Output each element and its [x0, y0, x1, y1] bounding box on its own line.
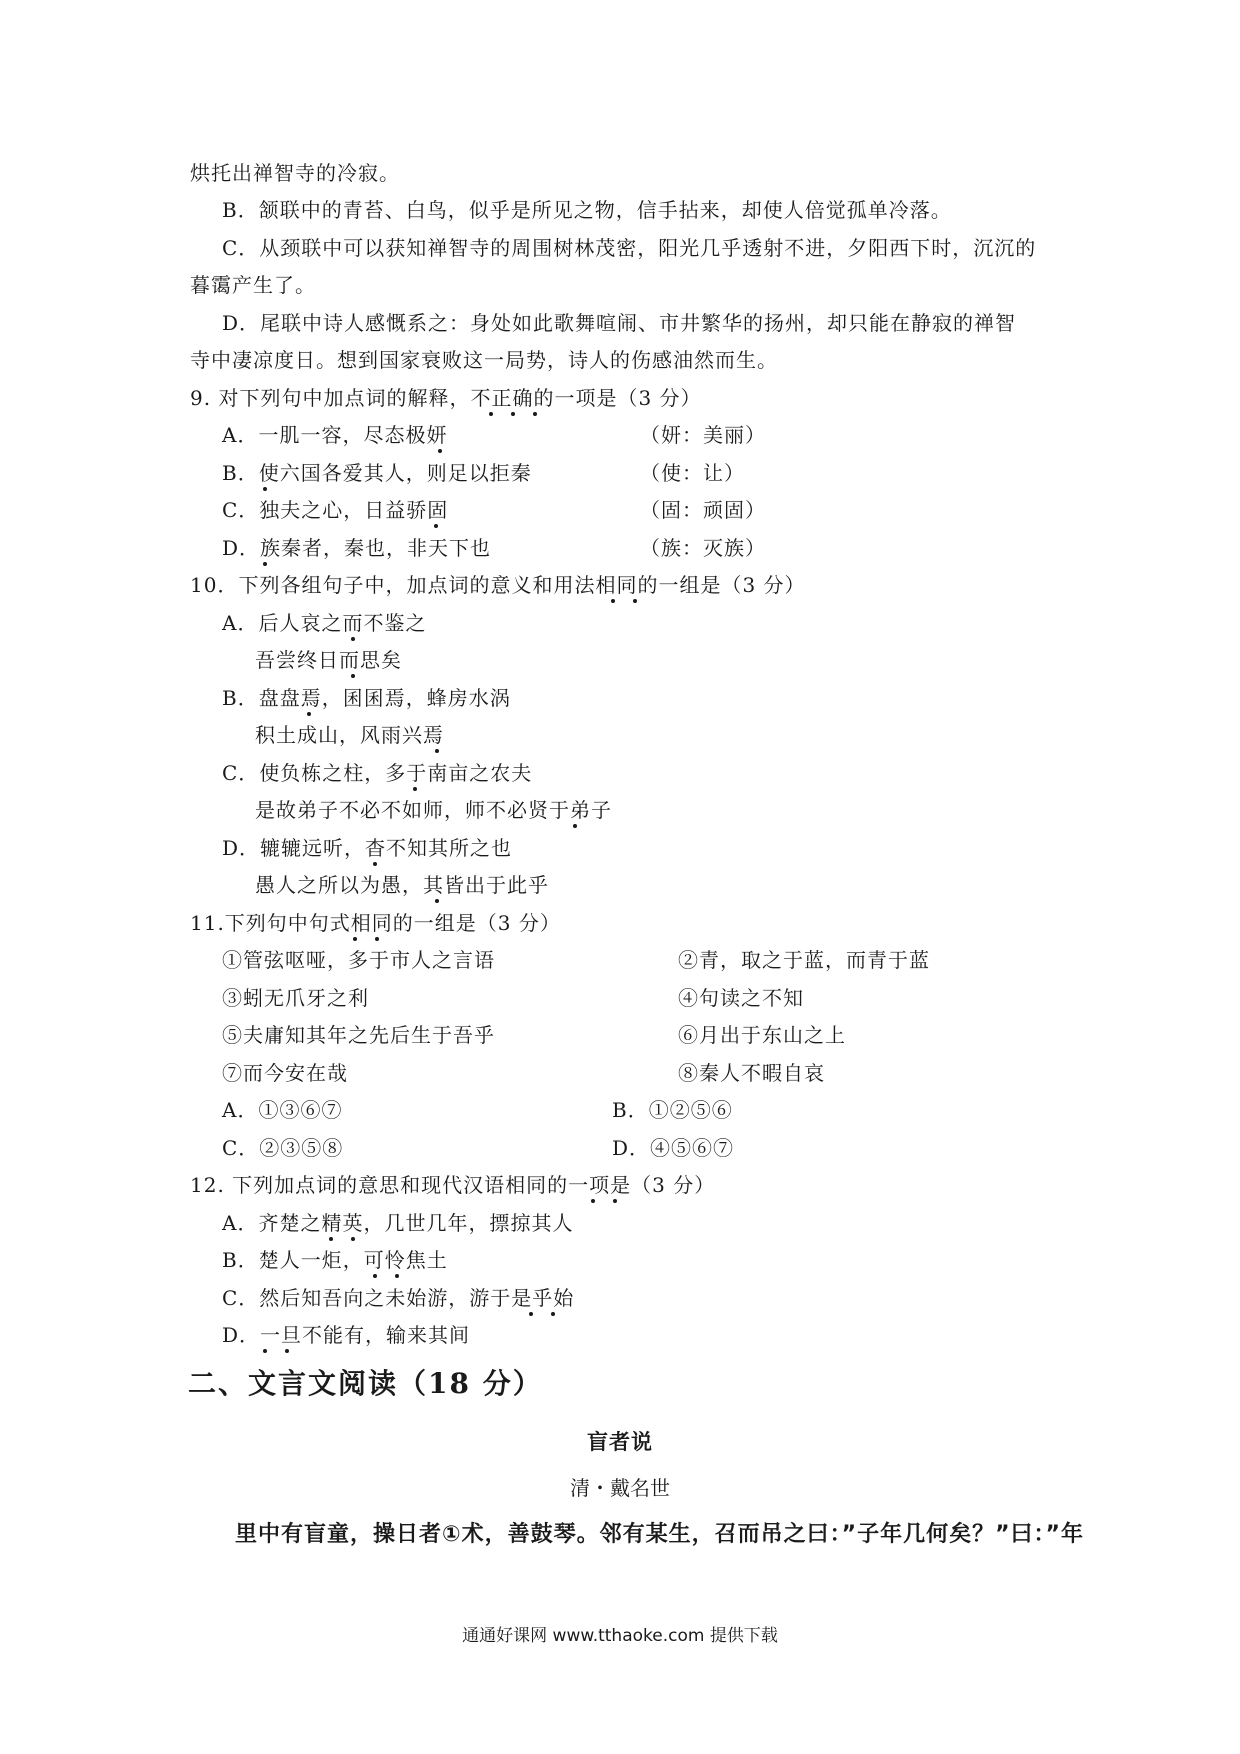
q11-item-6: ⑥月出于东山之上 — [678, 1023, 846, 1047]
emphasis-dot — [351, 1237, 355, 1241]
option-d-text: D．尾联中诗人感慨系之：身处如此歌舞喧闹、市井繁华的扬州，却只能在静寂的禅智 — [222, 311, 1017, 335]
q11-item-5: ⑤夫庸知其年之先后生于吾乎 — [222, 1023, 495, 1047]
q10-option-b-line2: 积土成山，风雨兴焉 — [255, 723, 444, 747]
q11-item-8: ⑧秦人不暇自哀 — [678, 1061, 825, 1085]
emphasis-dot — [329, 1237, 333, 1241]
q11-choice-d: D．④⑤⑥⑦ — [612, 1136, 735, 1160]
q9-option-b-note: （使：让） — [640, 461, 745, 485]
q12-option-a: A．齐楚之精英，几世几年，摽掠其人 — [222, 1211, 574, 1235]
q11-choice-a: A．①③⑥⑦ — [222, 1098, 343, 1122]
q9-option-a-note: （妍：美丽） — [640, 423, 766, 447]
emphasis-dot — [307, 712, 311, 716]
q9-option-c-note: （固：顽固） — [640, 498, 766, 522]
q9-option-a: A．一肌一容，尽态极妍 — [222, 423, 448, 447]
q12-option-b: B．楚人一炬，可怜焦土 — [222, 1248, 448, 1272]
q12-option-c: C．然后知吾向之未始游，游于是乎始 — [222, 1286, 575, 1310]
emphasis-dot — [395, 1274, 399, 1278]
emphasis-dot — [373, 862, 377, 866]
emphasis-dot — [351, 637, 355, 641]
q10-option-c: C．使负栋之柱，多于南亩之农夫 — [222, 761, 533, 785]
q10-option-d-line2: 愚人之所以为愚，其皆出于此乎 — [255, 873, 549, 897]
passage-author: 清・戴名世 — [570, 1476, 670, 1500]
emphasis-dot — [263, 562, 267, 566]
q10-option-d: D．辘辘远听，杳不知其所之也 — [222, 836, 513, 860]
emphasis-dot — [263, 487, 267, 491]
q11-item-1: ①管弦呕哑，多于市人之言语 — [222, 948, 495, 972]
q9-option-c: C．独夫之心，日益骄固 — [222, 498, 449, 522]
footer-credit: 通通好课网 www.tthaoke.com 提供下载 — [462, 1626, 778, 1646]
q11-choice-c: C．②③⑤⑧ — [222, 1136, 344, 1160]
q10-option-c-line2: 是故弟子不必不如师，师不必贤于弟子 — [255, 798, 612, 822]
q11-item-7: ⑦而今安在哉 — [222, 1061, 348, 1085]
emphasis-dot — [263, 1349, 267, 1353]
emphasis-dot — [529, 1312, 533, 1316]
emphasis-dot — [413, 787, 417, 791]
question-10-stem: 10．下列各组句子中，加点词的意义和用法相同的一组是（3 分） — [190, 573, 806, 597]
emphasis-dot — [435, 899, 439, 903]
q9-option-d: D．族秦者，秦也，非天下也 — [222, 536, 492, 560]
emphasis-dot — [573, 824, 577, 828]
option-d-text-cont: 寺中凄凉度日。想到国家衰败这一局势，诗人的伤感油然而生。 — [190, 348, 778, 372]
emphasis-dot — [375, 937, 379, 941]
q11-choice-b: B．①②⑤⑥ — [612, 1098, 733, 1122]
section-heading: 二、文言文阅读（18 分） — [188, 1367, 543, 1400]
q10-option-a-line2: 吾尝终日而思矣 — [255, 648, 402, 672]
passage-title: 盲者说 — [587, 1429, 653, 1454]
emphasis-dot — [489, 412, 493, 416]
emphasis-dot — [551, 1312, 555, 1316]
emphasis-dot — [351, 674, 355, 678]
emphasis-dot — [373, 1274, 377, 1278]
question-11-stem: 11.下列句中句式相同的一组是（3 分） — [190, 911, 561, 935]
emphasis-dot — [353, 937, 357, 941]
option-c-text: C．从颈联中可以获知禅智寺的周围树林茂密，阳光几乎透射不进，夕阳西下时，沉沉的 — [222, 236, 1037, 260]
q10-option-a: A．后人哀之而不鉴之 — [222, 611, 427, 635]
q12-option-d: D．一旦不能有，输来其间 — [222, 1323, 471, 1347]
emphasis-dot — [511, 412, 515, 416]
emphasis-dot — [434, 524, 438, 528]
q11-item-2: ②青，取之于蓝，而青于蓝 — [678, 948, 930, 972]
emphasis-dot — [611, 599, 615, 603]
question-9-stem: 9. 对下列句中加点词的解释，不正确的一项是（3 分） — [190, 386, 702, 410]
q9-option-b: B．使六国各爱其人，则足以拒秦 — [222, 461, 532, 485]
continuation-line: 烘托出禅智寺的冷寂。 — [190, 161, 400, 185]
q11-item-4: ④句读之不知 — [678, 986, 804, 1010]
passage-text: 里中有盲童，操日者①术，善鼓琴。邻有某生，召而吊之曰：”子年几何矣？”曰：”年 — [235, 1522, 1085, 1547]
option-b-text: B．颔联中的青苔、白鸟，似乎是所见之物，信手拈来，却使人倍觉孤单冷落。 — [222, 198, 952, 222]
question-12-stem: 12. 下列加点词的意思和现代汉语相同的一项是（3 分） — [190, 1173, 716, 1197]
emphasis-dot — [435, 749, 439, 753]
emphasis-dot — [591, 1199, 595, 1203]
emphasis-dot — [285, 1349, 289, 1353]
option-c-text-cont: 暮霭产生了。 — [190, 273, 316, 297]
emphasis-dot — [438, 449, 442, 453]
q9-option-d-note: （族：灭族） — [640, 536, 766, 560]
emphasis-dot — [613, 1199, 617, 1203]
q11-item-3: ③蚓无爪牙之利 — [222, 986, 369, 1010]
q10-option-b: B．盘盘焉，囷囷焉，蜂房水涡 — [222, 686, 511, 710]
emphasis-dot — [533, 412, 537, 416]
emphasis-dot — [633, 599, 637, 603]
